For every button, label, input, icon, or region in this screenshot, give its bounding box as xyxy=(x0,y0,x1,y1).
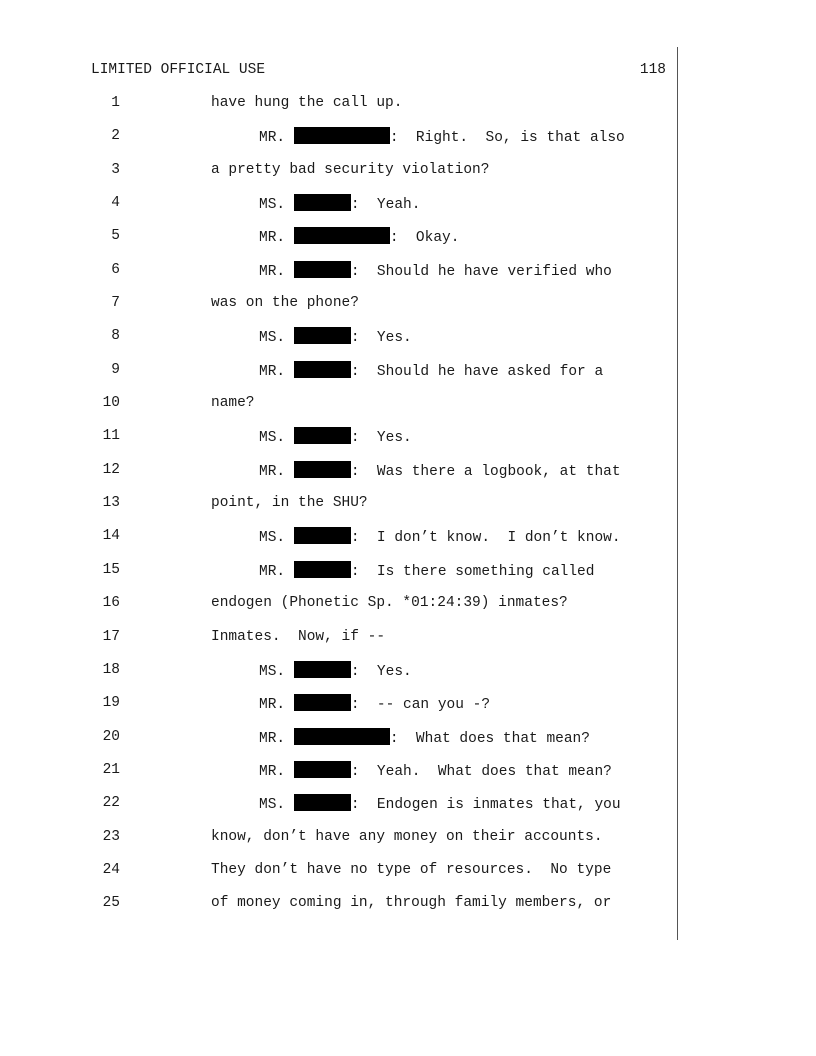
line-number: 22 xyxy=(102,795,120,812)
line-number: 4 xyxy=(111,195,120,212)
spoken-text: : Yeah. What does that mean? xyxy=(350,763,612,780)
redaction-bar xyxy=(294,427,351,444)
spoken-text: : Yes. xyxy=(350,430,412,447)
speaker-line xyxy=(259,694,490,714)
speaker-title: MS. xyxy=(259,530,294,547)
redaction-bar xyxy=(294,327,351,344)
redaction-bar xyxy=(294,194,351,211)
continuation-line: was on the phone? xyxy=(211,295,359,312)
speaker-line xyxy=(259,194,420,214)
redaction-bar xyxy=(294,728,390,745)
speaker-line xyxy=(259,327,412,347)
transcript-line xyxy=(0,94,816,127)
continuation-line: know, don’t have any money on their accounts. xyxy=(211,828,603,845)
line-number: 21 xyxy=(102,761,120,778)
line-number: 3 xyxy=(111,161,120,178)
spoken-text: : Endogen is inmates that, you xyxy=(350,797,621,814)
transcript-line xyxy=(0,761,816,794)
transcript-line xyxy=(0,527,816,560)
redaction-bar xyxy=(294,361,351,378)
line-number: 17 xyxy=(102,628,120,645)
speaker-line xyxy=(259,794,621,814)
spoken-text: : Right. So, is that also xyxy=(389,130,625,147)
spoken-text: : Was there a logbook, at that xyxy=(350,463,621,480)
redaction-bar xyxy=(294,127,390,144)
line-number: 24 xyxy=(102,861,120,878)
line-number: 12 xyxy=(102,461,120,478)
line-number: 11 xyxy=(102,428,120,445)
line-number: 10 xyxy=(102,395,120,412)
redaction-bar xyxy=(294,761,351,778)
transcript-line xyxy=(0,728,816,761)
classification-header: LIMITED OFFICIAL USE xyxy=(91,62,266,78)
spoken-text: : Yes. xyxy=(350,330,412,347)
spoken-text: : -- can you -? xyxy=(350,697,491,714)
speaker-line xyxy=(259,761,612,781)
speaker-line xyxy=(259,361,603,381)
speaker-line xyxy=(259,728,590,748)
continuation-line: They don’t have no type of resources. No type xyxy=(211,861,612,878)
speaker-title: MS. xyxy=(259,797,294,814)
speaker-line xyxy=(259,561,594,581)
speaker-line xyxy=(259,227,459,247)
speaker-title: MS. xyxy=(259,663,294,680)
line-number: 14 xyxy=(102,528,120,545)
line-number: 15 xyxy=(102,561,120,578)
continuation-line: of money coming in, through family members, or xyxy=(211,895,612,912)
line-number: 25 xyxy=(102,895,120,912)
transcript-line xyxy=(0,227,816,260)
spoken-text: : Is there something called xyxy=(350,563,595,580)
speaker-title: MR. xyxy=(259,130,294,147)
line-number: 9 xyxy=(111,361,120,378)
speaker-line xyxy=(259,461,621,481)
transcript-line xyxy=(0,327,816,360)
redaction-bar xyxy=(294,661,351,678)
speaker-line xyxy=(259,661,412,681)
speaker-title: MS. xyxy=(259,430,294,447)
speaker-title: MS. xyxy=(259,197,294,214)
line-number: 20 xyxy=(102,728,120,745)
speaker-title: MS. xyxy=(259,330,294,347)
speaker-line xyxy=(259,261,612,281)
transcript-line xyxy=(0,127,816,160)
transcript-line xyxy=(0,427,816,460)
spoken-text: : Okay. xyxy=(389,230,460,247)
transcript-line xyxy=(0,261,816,294)
continuation-line: have hung the call up. xyxy=(211,95,403,111)
redaction-bar xyxy=(294,461,351,478)
speaker-title: MR. xyxy=(259,763,294,780)
transcript-line xyxy=(0,461,816,494)
transcript-line xyxy=(0,561,816,594)
redaction-bar xyxy=(294,794,351,811)
speaker-title: MR. xyxy=(259,463,294,480)
line-number: 5 xyxy=(111,228,120,245)
continuation-line: endogen (Phonetic Sp. *01:24:39) inmates? xyxy=(211,595,568,612)
speaker-title: MR. xyxy=(259,230,294,247)
transcript-line xyxy=(0,828,816,861)
speaker-line xyxy=(259,527,621,547)
line-number: 16 xyxy=(102,595,120,612)
line-number: 18 xyxy=(102,661,120,678)
line-number: 6 xyxy=(111,261,120,278)
line-number: 13 xyxy=(102,495,120,512)
spoken-text: : I don’t know. I don’t know. xyxy=(350,530,621,547)
line-number: 8 xyxy=(111,328,120,345)
redaction-bar xyxy=(294,527,351,544)
spoken-text: : Should he have verified who xyxy=(350,263,612,280)
page-number: 118 xyxy=(639,62,666,78)
transcript-line xyxy=(0,628,816,661)
transcript-line xyxy=(0,294,816,327)
continuation-line: Inmates. Now, if -- xyxy=(211,628,386,645)
transcript-line xyxy=(0,694,816,727)
transcript-line xyxy=(0,494,816,527)
transcript-line xyxy=(0,161,816,194)
line-number: 1 xyxy=(111,95,120,111)
line-number: 19 xyxy=(102,695,120,712)
continuation-line: a pretty bad security violation? xyxy=(211,161,490,178)
spoken-text: : Should he have asked for a xyxy=(350,363,604,380)
line-number: 7 xyxy=(111,295,120,312)
transcript-line xyxy=(0,594,816,627)
redaction-bar xyxy=(294,694,351,711)
spoken-text: : What does that mean? xyxy=(389,730,590,747)
transcript-line xyxy=(0,661,816,694)
transcript-line xyxy=(0,394,816,427)
transcript-line xyxy=(0,861,816,894)
transcript-lines xyxy=(0,94,816,928)
speaker-line xyxy=(259,127,625,147)
transcript-line xyxy=(0,894,816,927)
speaker-line xyxy=(259,427,412,447)
speaker-title: MR. xyxy=(259,563,294,580)
line-number: 23 xyxy=(102,828,120,845)
transcript-line xyxy=(0,194,816,227)
spoken-text: : Yeah. xyxy=(350,197,421,214)
redaction-bar xyxy=(294,227,390,244)
speaker-title: MR. xyxy=(259,697,294,714)
continuation-line: point, in the SHU? xyxy=(211,495,368,512)
spoken-text: : Yes. xyxy=(350,663,412,680)
transcript-line xyxy=(0,361,816,394)
speaker-title: MR. xyxy=(259,730,294,747)
speaker-title: MR. xyxy=(259,263,294,280)
continuation-line: name? xyxy=(211,395,255,412)
line-number: 2 xyxy=(111,128,120,145)
speaker-title: MR. xyxy=(259,363,294,380)
redaction-bar xyxy=(294,261,351,278)
transcript-line xyxy=(0,794,816,827)
redaction-bar xyxy=(294,561,351,578)
